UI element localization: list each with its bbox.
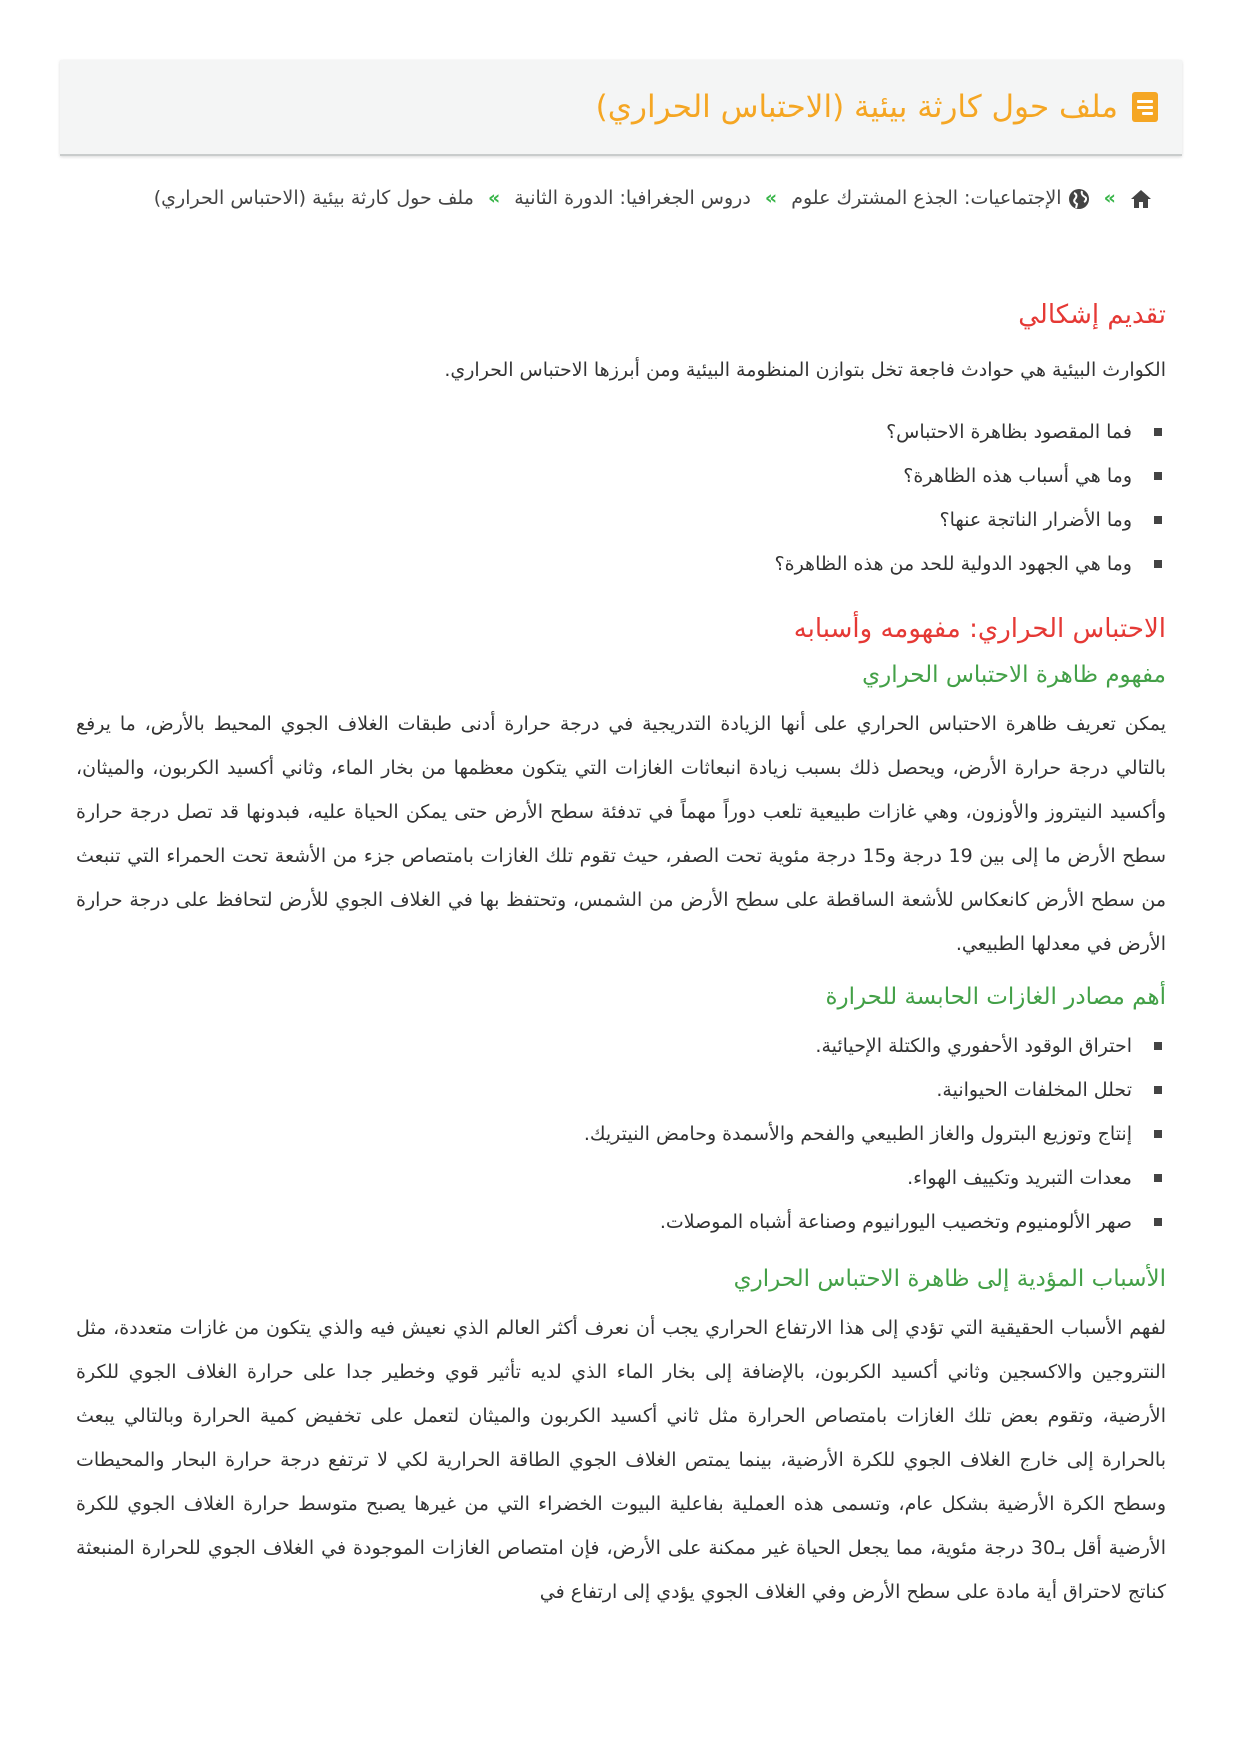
intro-paragraph: الكوارث البيئية هي حوادث فاجعة تخل بتوازن المنظومة البيئية ومن أبرزها الاحتباس الحراري. bbox=[444, 359, 1166, 381]
title-card bbox=[60, 60, 1182, 156]
breadcrumb-current-page: ملف حول كارثة بيئية (الاحتباس الحراري) bbox=[153, 187, 474, 209]
sources-list bbox=[76, 1024, 1166, 1244]
section-causes bbox=[76, 1266, 1166, 1614]
list-item: وما هي أسباب هذه الظاهرة؟ bbox=[76, 454, 1166, 498]
list-item: تحلل المخلفات الحيوانية. bbox=[76, 1068, 1166, 1112]
intro-heading: تقديم إشكالي bbox=[1018, 300, 1166, 330]
page-title: ملف حول كارثة بيئية (الاحتباس الحراري) bbox=[595, 89, 1118, 125]
concept-paragraph: يمكن تعريف ظاهرة الاحتباس الحراري على أنها الزيادة التدريجية في درجة حرارة أدنى طبقات الغلاف الجوي المحيط بالأرض، ما يرفع بالتالي درجة حرارة الأرض، ويحصل ذلك بسبب زيادة انبعاثات الغازات التي يتكون معظمها من بخار الماء، وثاني أكسيد الكربون، والميثان، وأكسيد النيتروز والأوزون، وهي غازات طبيعية تلعب دوراً مهماً في تدفئة سطح الأرض حتى يمكن الحياة عليه، فبدونها قد تصل درجة حرارة سطح الأرض ما إلى بين 19 درجة و15 درجة مئوية تحت الصفر، حيث تقوم تلك الغازات بامتصاص جزء من الأشعة تحت الحمراء التي تنبعث من سطح الأرض كانعكاس للأشعة الساقطة على سطح الأرض من الشمس، وتحتفظ بها في الغلاف الجوي للأرض لتحافظ على درجة حرارة الأرض في معدلها الطبيعي. bbox=[76, 713, 1166, 955]
globe-icon bbox=[1068, 188, 1090, 210]
page bbox=[60, 60, 1182, 1632]
sources-subheading: أهم مصادر الغازات الحابسة للحرارة bbox=[825, 984, 1166, 1010]
breadcrumb-separator: » bbox=[1103, 187, 1116, 209]
breadcrumb bbox=[60, 176, 1182, 220]
list-item: فما المقصود بظاهرة الاحتباس؟ bbox=[76, 410, 1166, 454]
section-sources bbox=[76, 984, 1166, 1244]
list-item: صهر الألومنيوم وتخصيب اليورانيوم وصناعة أشباه الموصلات. bbox=[76, 1200, 1166, 1244]
breadcrumb-separator: » bbox=[487, 187, 501, 209]
causes-paragraph: لفهم الأسباب الحقيقية التي تؤدي إلى هذا الارتفاع الحراري يجب أن نعرف أكثر العالم الذي نعيش فيه والذي يتكون من غازات متعددة، مثل النتروجين والاكسجين وثاني أكسيد الكربون، بالإضافة إلى بخار الماء الذي لديه تأثير قوي وخطير جدا على حرارة الغلاف الجوي للكرة الأرضية، وتقوم بعض تلك الغازات بامتصاص الحرارة مثل ثاني أكسيد الكربون والميثان لتعمل على تخفيض كمية الحرارة وبالتالي يبعث بالحرارة إلى خارج الغلاف الجوي للكرة الأرضية، بينما يمتص الغلاف الجوي الطاقة الحرارية لكي لا ترتفع درجة حرارة البحار والمحيطات وسطح الكرة الأرضية بشكل عام، وتسمى هذه العملية بفاعلية البيوت الخضراء التي من غيرها يصبح متوسط حرارة الغلاف الجوي للكرة الأرضية أقل بـ30 درجة مئوية، مما يجعل الحياة غير ممكنة على الأرض، فإن امتصاص الغازات الموجودة في الغلاف الجوي للحرارة المنبعثة كناتج لاحتراق أية مادة على سطح الأرض وفي الغلاف الجوي يؤدي إلى ارتفاع في bbox=[76, 1317, 1166, 1603]
list-item: وما هي الجهود الدولية للحد من هذه الظاهرة؟ bbox=[76, 542, 1166, 586]
list-item: إنتاج وتوزيع البترول والغاز الطبيعي والفحم والأسمدة وحامض النيتريك. bbox=[76, 1112, 1166, 1156]
document-icon bbox=[1132, 92, 1158, 122]
causes-subheading: الأسباب المؤدية إلى ظاهرة الاحتباس الحراري bbox=[733, 1266, 1166, 1292]
concept-heading: الاحتباس الحراري: مفهومه وأسبابه bbox=[793, 614, 1166, 644]
list-item: وما الأضرار الناتجة عنها؟ bbox=[76, 498, 1166, 542]
section-intro bbox=[76, 300, 1166, 586]
concept-subheading: مفهوم ظاهرة الاحتباس الحراري bbox=[862, 662, 1166, 688]
article-content bbox=[60, 300, 1182, 1614]
section-concept bbox=[76, 614, 1166, 966]
list-item: معدات التبريد وتكييف الهواء. bbox=[76, 1156, 1166, 1200]
intro-questions-list bbox=[76, 410, 1166, 586]
breadcrumb-separator: » bbox=[764, 187, 778, 209]
breadcrumb-item-social-studies[interactable]: الإجتماعيات: الجذع المشترك علوم bbox=[791, 187, 1062, 209]
breadcrumb-item-geography-lessons[interactable]: دروس الجغرافيا: الدورة الثانية bbox=[514, 187, 751, 209]
list-item: احتراق الوقود الأحفوري والكتلة الإحيائية. bbox=[76, 1024, 1166, 1068]
home-icon[interactable] bbox=[1130, 189, 1152, 209]
